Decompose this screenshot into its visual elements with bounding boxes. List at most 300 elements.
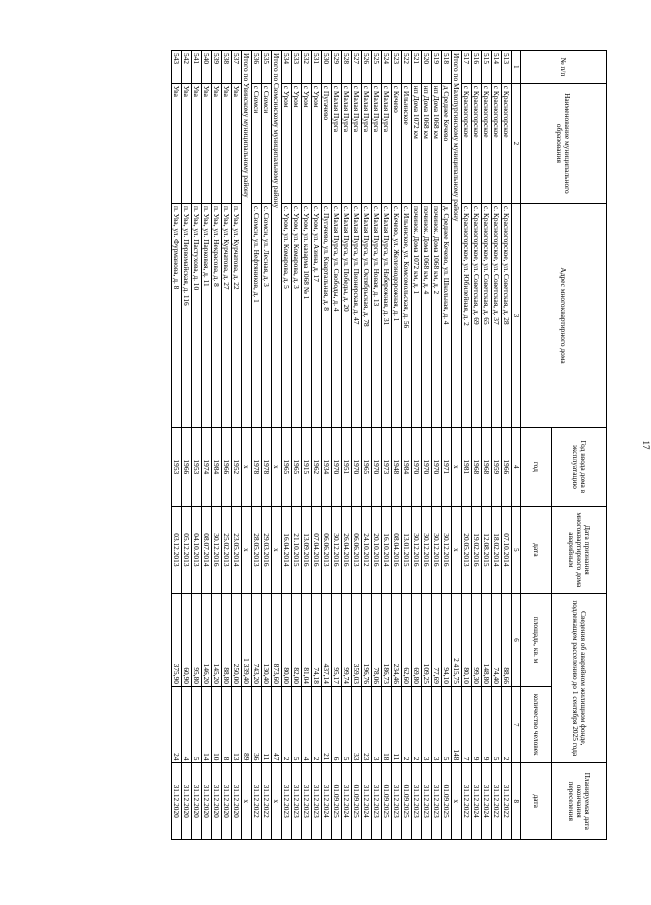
people-cell: 9: [482, 686, 492, 762]
plan-date-cell: 31.12.2023: [282, 763, 292, 840]
plan-date-cell: 31.12.2022: [252, 763, 262, 840]
row-number-cell: 527: [352, 51, 362, 84]
year-cell: 1948: [392, 428, 402, 507]
area-cell: 62,60: [402, 594, 412, 687]
column-number: 4: [512, 428, 521, 507]
municipality-cell: с Малая Пурга: [372, 83, 382, 203]
people-cell: 5: [442, 686, 452, 762]
row-number-cell: 518: [442, 51, 452, 84]
row-number-cell: 521: [412, 51, 422, 84]
municipality-cell: д Среднее Кечево: [442, 83, 452, 203]
header-info-group: Сведения об аварийном жилищном фонде, подлежащем расселению до 1 сентября 2025 года: [552, 594, 607, 763]
year-cell: 1965: [362, 428, 372, 507]
municipality-cell: с Кечево: [392, 83, 402, 203]
recognition-date-cell: x: [242, 506, 252, 593]
year-cell: 1978: [262, 428, 272, 507]
area-cell: 60,90: [182, 594, 192, 687]
address-cell: с. Сюмси, ул. Нефтяников, д. 1: [252, 203, 262, 427]
table-row: [292, 51, 302, 840]
header-plan-date: дата: [521, 763, 552, 840]
header-plan-group: Планируемая дата окончания переселения: [552, 763, 607, 840]
municipality-cell: с Малая Пурга: [352, 83, 362, 203]
recognition-date-cell: 16.04.2014: [282, 506, 292, 593]
row-number-cell: 536: [252, 51, 262, 84]
plan-date-cell: 31.12.2020: [212, 763, 222, 840]
municipality-cell: с Красногорское: [462, 83, 472, 203]
row-number-cell: 515: [482, 51, 492, 84]
address-cell: с. Малая Пурга, ул. Победы, д. 20: [342, 203, 352, 427]
municipality-cell: с Малая Пурга: [362, 83, 372, 203]
people-cell: 5: [192, 686, 202, 762]
year-cell: 1953: [192, 428, 202, 507]
people-cell: 21: [322, 686, 332, 762]
address-cell: с. Уром, ул. казарма 1068 № 1: [302, 203, 312, 427]
recognition-date-cell: 20.05.2013: [462, 506, 472, 593]
recognition-date-cell: 30.12.2016: [442, 506, 452, 593]
plan-date-cell: 31.12.2024: [472, 763, 482, 840]
municipality-cell: нп Дома 1068 км: [432, 83, 442, 203]
recognition-date-cell: 05.12.2013: [182, 506, 192, 593]
year-cell: 1981: [462, 428, 472, 507]
recognition-date-cell: x: [272, 506, 282, 593]
table-header: [512, 51, 607, 840]
rotated-table-container: [85, 50, 651, 840]
plan-date-cell: 31.12.2022: [262, 763, 272, 840]
recognition-date-cell: 12.08.2015: [482, 506, 492, 593]
people-cell: 14: [202, 686, 212, 762]
recognition-date-cell: 06.06.2013: [322, 506, 332, 593]
row-number-cell: 531: [312, 51, 322, 84]
recognition-date-cell: 30.12.2016: [332, 506, 342, 593]
address-cell: п. Ува, ул. Курчатова, д. 27: [222, 203, 232, 427]
recognition-date-cell: 25.02.2013: [222, 506, 232, 593]
people-cell: 2: [282, 686, 292, 762]
plan-date-cell: 31.12.2023: [432, 763, 442, 840]
column-number: 6: [512, 594, 521, 687]
area-cell: 74,18: [312, 594, 322, 687]
table-row: [362, 51, 372, 840]
column-number: 8: [512, 763, 521, 840]
plan-date-cell: 31.12.2020: [172, 763, 182, 840]
year-cell: 1970: [352, 428, 362, 507]
year-cell: x: [242, 428, 252, 507]
area-cell: 1 339,40: [242, 594, 252, 687]
plan-date-cell: 31.12.2023: [312, 763, 322, 840]
total-label: Итого по Малопургинскому муниципальному району: [452, 51, 462, 428]
year-cell: 1973: [382, 428, 392, 507]
year-cell: 1984: [402, 428, 412, 507]
area-cell: 95,17: [332, 594, 342, 687]
plan-date-cell: 01.09.2025: [402, 763, 412, 840]
plan-date-cell: x: [272, 763, 282, 840]
recognition-date-cell: 13.09.2016: [302, 506, 312, 593]
people-cell: 47: [272, 686, 282, 762]
row-number-cell: 530: [322, 51, 332, 84]
header-area: площадь, кв. м: [521, 594, 552, 687]
plan-date-cell: 31.12.2023: [392, 763, 402, 840]
area-cell: 81,04: [302, 594, 312, 687]
people-cell: 4: [182, 686, 192, 762]
address-cell: с. Сюмси, ул. Лесная, д. 3: [262, 203, 272, 427]
municipality-cell: с Уром: [302, 83, 312, 203]
area-cell: 196,76: [362, 594, 372, 687]
plan-date-cell: 31.12.2024: [322, 763, 332, 840]
table-row: [382, 51, 392, 840]
total-label: Итого по Увинскому муниципальному району: [242, 51, 252, 428]
column-number: 3: [512, 203, 521, 427]
year-cell: 1971: [442, 428, 452, 507]
year-cell: 1952: [232, 428, 242, 507]
recognition-date-cell: x: [452, 506, 462, 593]
column-number: 7: [512, 686, 521, 762]
plan-date-cell: 31.12.2020: [182, 763, 192, 840]
year-cell: 1974: [202, 428, 212, 507]
row-number-cell: 523: [392, 51, 402, 84]
plan-date-cell: 31.12.2023: [372, 763, 382, 840]
plan-date-cell: 01.09.2025: [382, 763, 392, 840]
address-cell: починок. Дома 1072 км, д. 1: [412, 203, 422, 427]
people-cell: 8: [222, 686, 232, 762]
row-number-cell: 516: [472, 51, 482, 84]
page-number: 17: [641, 440, 651, 450]
people-cell: 2: [502, 686, 512, 762]
area-cell: 99,30: [472, 594, 482, 687]
area-cell: 359,03: [352, 594, 362, 687]
year-cell: 1970: [432, 428, 442, 507]
column-number: 1: [512, 51, 521, 84]
area-cell: 146,20: [202, 594, 212, 687]
people-cell: 24: [172, 686, 182, 762]
plan-date-cell: 31.12.2023: [422, 763, 432, 840]
recognition-date-cell: 08.07.2014: [202, 506, 212, 593]
total-row: [272, 51, 282, 840]
row-number-cell: 539: [212, 51, 222, 84]
row-number-cell: 520: [422, 51, 432, 84]
row-number-cell: 534: [282, 51, 292, 84]
row-number-cell: 537: [232, 51, 242, 84]
plan-date-cell: 01.09.2025: [352, 763, 362, 840]
table-row: [312, 51, 322, 840]
table-row: [342, 51, 352, 840]
column-number: 5: [512, 506, 521, 593]
year-cell: 1934: [322, 428, 332, 507]
municipality-cell: Ува: [212, 83, 222, 203]
table-row: [282, 51, 292, 840]
people-cell: 18: [382, 686, 392, 762]
recognition-date-cell: 07.04.2016: [312, 506, 322, 593]
people-cell: 11: [262, 686, 272, 762]
area-cell: 82,00: [292, 594, 302, 687]
recognition-date-cell: 13.01.2015: [402, 506, 412, 593]
area-cell: 69,80: [412, 594, 422, 687]
plan-date-cell: 31.12.2020: [202, 763, 212, 840]
area-cell: 145,20: [212, 594, 222, 687]
area-cell: 74,40: [492, 594, 502, 687]
header-people: количество человек: [521, 686, 552, 762]
area-cell: 88,80: [222, 594, 232, 687]
municipality-cell: с Малая Пурга: [332, 83, 342, 203]
plan-date-cell: 31.12.2024: [482, 763, 492, 840]
municipality-cell: с Уром: [292, 83, 302, 203]
address-cell: починок. Дома 1068 км, д. 2: [432, 203, 442, 427]
header-year: год: [521, 428, 552, 507]
plan-date-cell: 31.12.2020: [222, 763, 232, 840]
area-cell: 375,90: [172, 594, 182, 687]
table-row: [222, 51, 232, 840]
area-cell: 109,25: [422, 594, 432, 687]
municipality-cell: Ува: [172, 83, 182, 203]
table-row: [192, 51, 202, 840]
plan-date-cell: 31.12.2023: [302, 763, 312, 840]
people-cell: 33: [352, 686, 362, 762]
year-cell: 1959: [492, 428, 502, 507]
people-cell: 5: [292, 686, 302, 762]
recognition-date-cell: 20.10.2016: [372, 506, 382, 593]
area-cell: 95,80: [192, 594, 202, 687]
table-row: [252, 51, 262, 840]
people-cell: 3: [372, 686, 382, 762]
recognition-date-cell: 16.10.2014: [382, 506, 392, 593]
table-row: [402, 51, 412, 840]
year-cell: 1968: [482, 428, 492, 507]
row-number-cell: 517: [462, 51, 472, 84]
column-number: 2: [512, 83, 521, 203]
area-cell: 88,66: [502, 594, 512, 687]
header-column-numbers: [512, 51, 521, 840]
total-row: [452, 51, 462, 840]
recognition-date-cell: 07.10.2014: [502, 506, 512, 593]
recognition-date-cell: 06.06.2013: [352, 506, 362, 593]
recognition-date-cell: 30.12.2016: [212, 506, 222, 593]
row-number-cell: 535: [262, 51, 272, 84]
people-cell: 6: [332, 686, 342, 762]
area-cell: 80,00: [282, 594, 292, 687]
year-cell: 1965: [282, 428, 292, 507]
year-cell: 1966: [222, 428, 232, 507]
table-row: [212, 51, 222, 840]
row-number-cell: 529: [332, 51, 342, 84]
table-row: [392, 51, 402, 840]
area-cell: 130,40: [262, 594, 272, 687]
municipality-cell: Ува: [192, 83, 202, 203]
plan-date-cell: x: [452, 763, 462, 840]
table-row: [182, 51, 192, 840]
year-cell: 1968: [472, 428, 482, 507]
address-cell: с. Малая Пурга, ул. Пионерская, д. 47: [352, 203, 362, 427]
year-cell: 1962: [312, 428, 322, 507]
municipality-cell: Ува: [232, 83, 242, 203]
people-cell: 23: [362, 686, 372, 762]
row-number-cell: 526: [362, 51, 372, 84]
area-cell: 80,10: [462, 594, 472, 687]
people-cell: 10: [212, 686, 222, 762]
municipality-cell: с Пугачево: [322, 83, 332, 203]
area-cell: 2 415,75: [452, 594, 462, 687]
address-cell: с. Малая Пурга, ул. Октябрьская, д. 78: [362, 203, 372, 427]
recognition-date-cell: 29.03.2016: [262, 506, 272, 593]
plan-date-cell: x: [242, 763, 252, 840]
recognition-date-cell: 30.12.2016: [432, 506, 442, 593]
table-row: [172, 51, 182, 840]
municipality-cell: с Красногорское: [482, 83, 492, 203]
row-number-cell: 541: [192, 51, 202, 84]
year-cell: 1970: [412, 428, 422, 507]
people-cell: 2: [412, 686, 422, 762]
header-recognition-date: дата: [521, 506, 552, 593]
table-row: [332, 51, 342, 840]
year-cell: 1978: [252, 428, 262, 507]
recognition-date-cell: 24.10.2012: [362, 506, 372, 593]
plan-date-cell: 31.12.2023: [292, 763, 302, 840]
recognition-date-cell: 08.04.2016: [392, 506, 402, 593]
municipality-cell: с Сюмси: [262, 83, 272, 203]
recognition-date-cell: 18.02.2014: [492, 506, 502, 593]
address-cell: с. Красногорское, ул. Советская, д. 28: [502, 203, 512, 427]
plan-date-cell: 01.09.2025: [332, 763, 342, 840]
address-cell: с. Малая Пурга, ул. Новая, д. 13: [372, 203, 382, 427]
address-cell: п. Ува, ул. Фурманова, д. 8: [172, 203, 182, 427]
year-cell: 1970: [422, 428, 432, 507]
header-num: № п/п: [521, 51, 607, 84]
year-cell: x: [452, 428, 462, 507]
municipality-cell: с Красногорское: [492, 83, 502, 203]
people-cell: 89: [242, 686, 252, 762]
table-row: [492, 51, 502, 840]
municipality-cell: с Малая Пурга: [342, 83, 352, 203]
table-row: [322, 51, 332, 840]
plan-date-cell: 31.12.2022: [492, 763, 502, 840]
recognition-date-cell: 04.10.2013: [192, 506, 202, 593]
row-number-cell: 528: [342, 51, 352, 84]
address-cell: п. Ува, ул. Некрасова, д. 8: [212, 203, 222, 427]
address-cell: с. Уром, ул. Комарова, д. 5: [282, 203, 292, 427]
row-number-cell: 513: [502, 51, 512, 84]
address-cell: п. Ува, ул. Курчатова, д. 22: [232, 203, 242, 427]
recognition-date-cell: 19.02.2016: [472, 506, 482, 593]
total-row: [242, 51, 252, 840]
year-cell: 1984: [212, 428, 222, 507]
year-cell: 1965: [292, 428, 302, 507]
address-cell: с. Красногорское, ул. Советская, д. 65: [482, 203, 492, 427]
header-year-group: Год ввода дома в эксплуатацию: [552, 428, 607, 507]
area-cell: 743,20: [252, 594, 262, 687]
municipality-cell: с Красногорское: [472, 83, 482, 203]
table-body: [172, 51, 512, 840]
address-cell: с. Малая Пурга, ул. Набережная, д. 31: [382, 203, 392, 427]
recognition-date-cell: 21.10.2015: [292, 506, 302, 593]
plan-date-cell: 31.12.2022: [502, 763, 512, 840]
people-cell: 3: [432, 686, 442, 762]
row-number-cell: 542: [182, 51, 192, 84]
recognition-date-cell: 30.12.2016: [412, 506, 422, 593]
people-cell: 7: [462, 686, 472, 762]
recognition-date-cell: 23.05.2014: [232, 506, 242, 593]
plan-date-cell: 31.12.2024: [362, 763, 372, 840]
row-number-cell: 543: [172, 51, 182, 84]
header-address: Адрес многоквартирного дома: [521, 203, 607, 427]
row-number-cell: 524: [382, 51, 392, 84]
year-cell: 1953: [172, 428, 182, 507]
people-cell: 2: [312, 686, 322, 762]
plan-date-cell: 31.12.2022: [462, 763, 472, 840]
people-cell: 2: [402, 686, 412, 762]
municipality-cell: нп Дома 1068 км: [422, 83, 432, 203]
table-row: [262, 51, 272, 840]
plan-date-cell: 31.12.2024: [342, 763, 352, 840]
municipality-cell: с Ильинское: [402, 83, 412, 203]
municipality-cell: Ува: [222, 83, 232, 203]
area-cell: 94,10: [442, 594, 452, 687]
row-number-cell: 532: [302, 51, 312, 84]
table-row: [442, 51, 452, 840]
recognition-date-cell: 28.05.2013: [252, 506, 262, 593]
row-number-cell: 540: [202, 51, 212, 84]
table-row: [202, 51, 212, 840]
table-row: [432, 51, 442, 840]
area-cell: 186,73: [382, 594, 392, 687]
area-cell: 148,80: [482, 594, 492, 687]
address-cell: с. Пугачево, ул. Квартальная, д. 8: [322, 203, 332, 427]
municipality-cell: с Уром: [282, 83, 292, 203]
plan-date-cell: 01.09.2025: [442, 763, 452, 840]
year-cell: 1966: [182, 428, 192, 507]
row-number-cell: 538: [222, 51, 232, 84]
table-row: [462, 51, 472, 840]
recognition-date-cell: 03.12.2013: [172, 506, 182, 593]
people-cell: 11: [392, 686, 402, 762]
address-cell: с. Малая Пурга, ул. Свободы, д. 4: [332, 203, 342, 427]
address-cell: с. Красногорское, ул. Советская, д. 69: [472, 203, 482, 427]
people-cell: 3: [422, 686, 432, 762]
municipality-cell: Ува: [202, 83, 212, 203]
address-cell: п. Ува, ул. Парковая, д. 11: [202, 203, 212, 427]
plan-date-cell: 31.12.2020: [192, 763, 202, 840]
header-recognition-group: Дата признания многоквартирного дома аварийным: [552, 506, 607, 593]
area-cell: 77,69: [432, 594, 442, 687]
row-number-cell: 522: [402, 51, 412, 84]
plan-date-cell: 31.12.2023: [412, 763, 422, 840]
municipality-cell: с Уром: [312, 83, 322, 203]
municipality-cell: с Сюмси: [252, 83, 262, 203]
header-municipality: Наименование муниципального образования: [521, 83, 607, 203]
people-cell: 9: [472, 686, 482, 762]
people-cell: 5: [342, 686, 352, 762]
year-cell: x: [272, 428, 282, 507]
plan-date-cell: 31.12.2020: [232, 763, 242, 840]
table-row: [422, 51, 432, 840]
address-cell: д. Среднее Кечево, ул. Школьная, д. 4: [442, 203, 452, 427]
area-cell: 873,60: [272, 594, 282, 687]
address-cell: с. Уром, ул. Азина, д. 17: [312, 203, 322, 427]
people-cell: 5: [492, 686, 502, 762]
address-cell: починок. Дома 1068 км, д. 4: [422, 203, 432, 427]
people-cell: 36: [252, 686, 262, 762]
table-row: [232, 51, 242, 840]
address-cell: с. Ильинское, ул. Комсомольская, д. 56: [402, 203, 412, 427]
table-row: [352, 51, 362, 840]
people-cell: 4: [302, 686, 312, 762]
table-row: [502, 51, 512, 840]
table-row: [302, 51, 312, 840]
address-cell: п. Ува, ул. Первомайская, д. 116: [182, 203, 192, 427]
address-cell: п. Ува, ул. Пастухова, д. 10: [192, 203, 202, 427]
municipality-cell: с Красногорское: [502, 83, 512, 203]
housing-table: [171, 50, 607, 840]
address-cell: с. Кечево, ул. Железнодорожная, д. 1: [392, 203, 402, 427]
area-cell: 99,74: [342, 594, 352, 687]
address-cell: с. Уром, ул. Комарова, д. 3: [292, 203, 302, 427]
address-cell: с. Красногорское, ул. Юбилейная, д. 2: [462, 203, 472, 427]
